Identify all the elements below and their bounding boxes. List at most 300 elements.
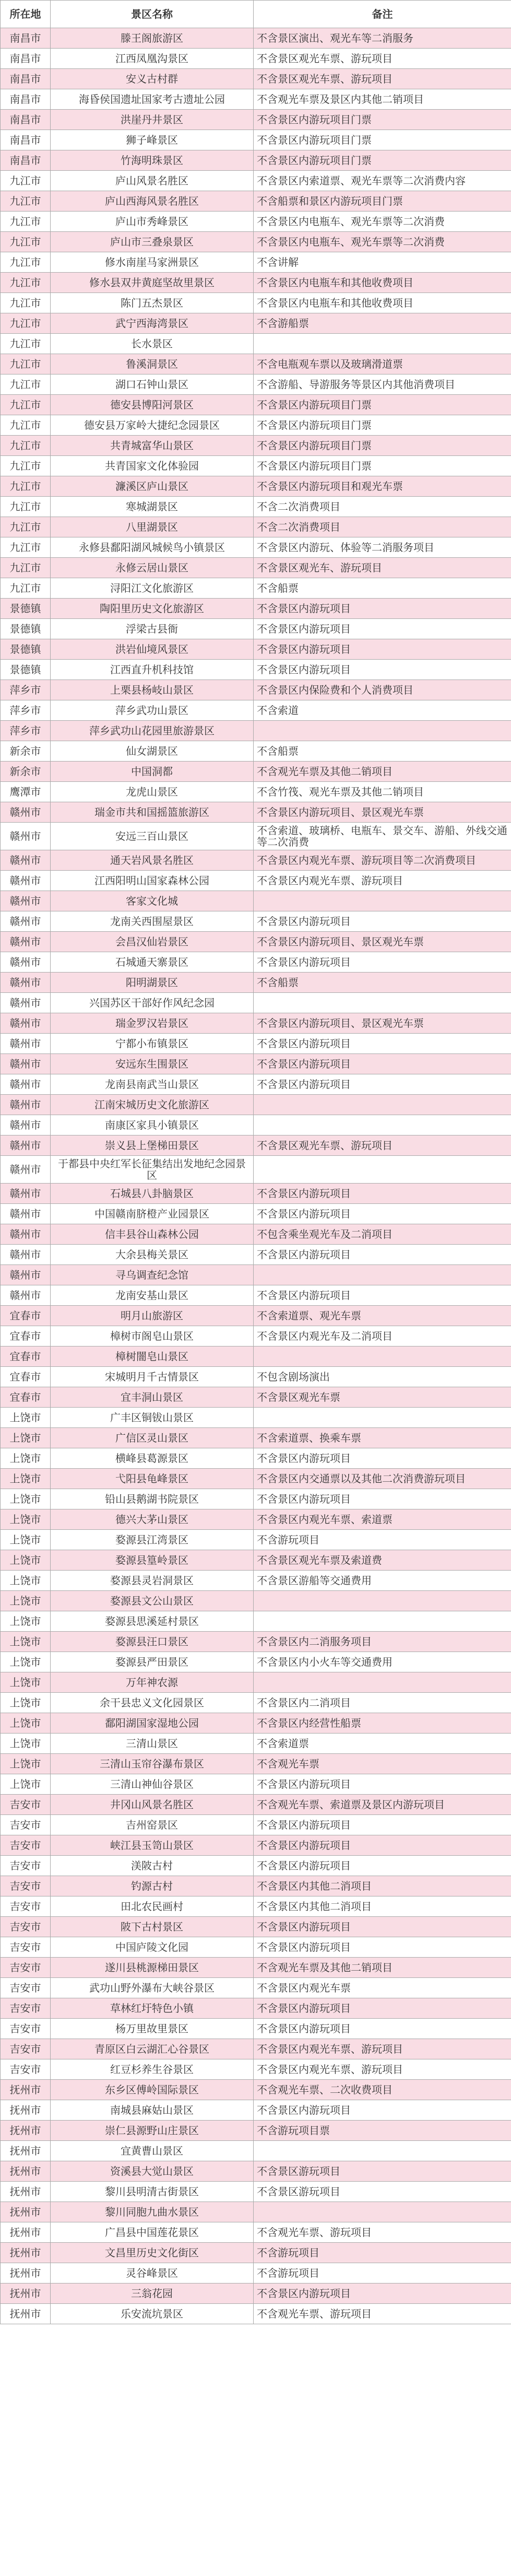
table-row: [1, 1998, 511, 2019]
cell-location: 上饶市: [1, 1774, 51, 1795]
cell-remarks: 不含讲解: [254, 252, 511, 273]
table-row: [1, 2019, 511, 2039]
cell-location: 赣州市: [1, 1184, 51, 1204]
table-row: [1, 1876, 511, 1896]
cell-remarks: 不含景区观光车票、游玩项目: [254, 1135, 511, 1156]
cell-scenic-name: 修水县双井黄庭坚故里景区: [51, 273, 254, 293]
cell-scenic-name: 吉州窑景区: [51, 1815, 254, 1835]
table-row: [1, 2284, 511, 2304]
cell-scenic-name: 东乡区傅岭国际景区: [51, 2080, 254, 2100]
cell-scenic-name: 修水南崖马家洲景区: [51, 252, 254, 273]
cell-remarks: 不含观光车票、游玩项目: [254, 2222, 511, 2243]
cell-scenic-name: 浮梁古县衙: [51, 619, 254, 639]
table-row: [1, 1754, 511, 1774]
cell-location: 赣州市: [1, 1074, 51, 1095]
cell-location: 吉安市: [1, 2039, 51, 2059]
table-row: [1, 49, 511, 69]
cell-remarks: 不含景区内二消服务项目: [254, 1632, 511, 1652]
cell-scenic-name: 寻乌调查纪念馆: [51, 1265, 254, 1285]
table-row: [1, 273, 511, 293]
cell-location: 抚州市: [1, 2080, 51, 2100]
cell-location: 九江市: [1, 456, 51, 476]
cell-location: 抚州市: [1, 2182, 51, 2202]
cell-location: 景德镇: [1, 660, 51, 680]
cell-remarks: 不包含乘坐观光车及二消项目: [254, 1224, 511, 1245]
cell-remarks: 不含观光车票、索道票及景区内游玩项目: [254, 1795, 511, 1815]
table-row: [1, 1408, 511, 1428]
cell-scenic-name: 遂川县桃源梯田景区: [51, 1958, 254, 1978]
cell-location: 赣州市: [1, 1095, 51, 1115]
cell-location: 宜春市: [1, 1306, 51, 1326]
cell-remarks: 不含景区内电瓶车、观光车票等二次消费: [254, 232, 511, 252]
cell-remarks: 不含景区游玩项目: [254, 2161, 511, 2182]
cell-location: 新余市: [1, 762, 51, 782]
cell-remarks: 不含景区内电瓶车、观光车票等二次消费: [254, 212, 511, 232]
table-row: [1, 932, 511, 952]
table-row: [1, 1346, 511, 1367]
cell-scenic-name: 广昌县中国莲花景区: [51, 2222, 254, 2243]
table-row: [1, 1184, 511, 1204]
cell-remarks: [254, 1408, 511, 1428]
cell-location: 吉安市: [1, 2019, 51, 2039]
cell-scenic-name: 草林红圩特色小镇: [51, 1998, 254, 2019]
cell-scenic-name: 中国赣南脐橙产业园景区: [51, 1204, 254, 1224]
cell-remarks: [254, 1095, 511, 1115]
cell-location: 赣州市: [1, 823, 51, 850]
cell-location: 上饶市: [1, 1611, 51, 1632]
cell-location: 赣州市: [1, 802, 51, 823]
cell-location: 上饶市: [1, 1754, 51, 1774]
table-row: [1, 850, 511, 871]
cell-scenic-name: 武宁西海湾景区: [51, 313, 254, 334]
table-row: [1, 2161, 511, 2182]
cell-location: 九江市: [1, 395, 51, 415]
cell-scenic-name: 湖口石钟山景区: [51, 374, 254, 395]
table-row: [1, 415, 511, 436]
cell-remarks: 不含观光车票、二次收费项目: [254, 2080, 511, 2100]
cell-scenic-name: 宜丰洞山景区: [51, 1387, 254, 1408]
cell-scenic-name: 田北农民画村: [51, 1896, 254, 1917]
table-row: [1, 1428, 511, 1448]
cell-scenic-name: 灵谷峰景区: [51, 2263, 254, 2284]
table-row: [1, 1978, 511, 1998]
cell-location: 南昌市: [1, 69, 51, 89]
cell-remarks: 不含船票: [254, 741, 511, 762]
table-row: [1, 497, 511, 517]
cell-remarks: [254, 993, 511, 1013]
cell-remarks: 不含景区内游玩项目、景区观光车票: [254, 802, 511, 823]
table-row: [1, 1652, 511, 1672]
cell-remarks: 不含景区内经营性船票: [254, 1713, 511, 1734]
cell-location: 南昌市: [1, 130, 51, 150]
cell-remarks: [254, 2202, 511, 2222]
cell-scenic-name: 江南宋城历史文化旅游区: [51, 1095, 254, 1115]
cell-remarks: [254, 1672, 511, 1693]
cell-scenic-name: 大余县梅关景区: [51, 1245, 254, 1265]
cell-remarks: 不含景区内游玩项目、景区观光车票: [254, 1013, 511, 1034]
cell-scenic-name: 瑞金罗汉岩景区: [51, 1013, 254, 1034]
table-row: [1, 1095, 511, 1115]
table-row: [1, 993, 511, 1013]
cell-location: 抚州市: [1, 2121, 51, 2141]
cell-location: 南昌市: [1, 89, 51, 110]
cell-scenic-name: 庐山市秀峰景区: [51, 212, 254, 232]
cell-remarks: 不含船票: [254, 578, 511, 599]
cell-remarks: 不含景区内观光车票、游玩项目: [254, 2039, 511, 2059]
cell-remarks: 不含景区内观光车票: [254, 1978, 511, 1998]
cell-remarks: 不含景区内观光车票、索道票: [254, 1509, 511, 1530]
cell-scenic-name: 南康区家具小镇景区: [51, 1115, 254, 1135]
table-row: [1, 374, 511, 395]
cell-scenic-name: 鄱阳湖国家湿地公园: [51, 1713, 254, 1734]
cell-scenic-name: 龙南安基山景区: [51, 1285, 254, 1306]
table-row: [1, 2304, 511, 2324]
cell-scenic-name: 峡江县玉笥山景区: [51, 1835, 254, 1856]
cell-location: 九江市: [1, 354, 51, 374]
cell-location: 吉安市: [1, 1998, 51, 2019]
table-row: [1, 1937, 511, 1958]
header-location: 所在地: [1, 1, 51, 28]
cell-remarks: 不含索道: [254, 700, 511, 721]
cell-scenic-name: 于都县中央红军长征集结出发地纪念园景区: [51, 1156, 254, 1184]
table-row: [1, 2100, 511, 2121]
cell-location: 南昌市: [1, 28, 51, 49]
cell-location: 九江市: [1, 232, 51, 252]
cell-scenic-name: 婺源县思溪延村景区: [51, 1611, 254, 1632]
table-row: [1, 2121, 511, 2141]
cell-remarks: 不含景区内游玩、体验等二消服务项目: [254, 537, 511, 558]
cell-scenic-name: 瑞金市共和国摇篮旅游区: [51, 802, 254, 823]
cell-location: 上饶市: [1, 1693, 51, 1713]
cell-scenic-name: 上栗县杨岐山景区: [51, 680, 254, 700]
cell-location: 上饶市: [1, 1571, 51, 1591]
cell-remarks: 不含景区内游玩项目: [254, 1917, 511, 1937]
cell-remarks: 不含索道票、观光车票: [254, 1306, 511, 1326]
cell-location: 赣州市: [1, 952, 51, 973]
table-row: [1, 1713, 511, 1734]
cell-remarks: 不含观光车票、游玩项目: [254, 2304, 511, 2324]
cell-remarks: 不含景区内游玩项目: [254, 619, 511, 639]
cell-remarks: 不含景区内游玩项目: [254, 1937, 511, 1958]
cell-remarks: 不含景区内游玩项目: [254, 952, 511, 973]
cell-location: 上饶市: [1, 1713, 51, 1734]
cell-location: 上饶市: [1, 1469, 51, 1489]
table-row: [1, 2039, 511, 2059]
cell-remarks: 不含景区内游玩项目: [254, 1835, 511, 1856]
cell-remarks: 不含游船票: [254, 313, 511, 334]
cell-scenic-name: 黎川同胞九曲水景区: [51, 2202, 254, 2222]
cell-remarks: 不含景区内游玩项目: [254, 1054, 511, 1074]
cell-location: 赣州市: [1, 932, 51, 952]
table-row: [1, 619, 511, 639]
table-row: [1, 1958, 511, 1978]
table-row: [1, 741, 511, 762]
table-row: [1, 2182, 511, 2202]
cell-location: 九江市: [1, 212, 51, 232]
cell-scenic-name: 资溪县大觉山景区: [51, 2161, 254, 2182]
cell-scenic-name: 婺源县文公山景区: [51, 1591, 254, 1611]
cell-remarks: 不含景区内观光车票、游玩项目等二次消费项目: [254, 850, 511, 871]
table-row: [1, 1856, 511, 1876]
cell-scenic-name: 三翁花园: [51, 2284, 254, 2304]
cell-location: 九江市: [1, 558, 51, 578]
cell-location: 赣州市: [1, 1054, 51, 1074]
cell-remarks: [254, 721, 511, 741]
cell-scenic-name: 中国洞都: [51, 762, 254, 782]
table-row: [1, 171, 511, 191]
cell-location: 九江市: [1, 436, 51, 456]
cell-location: 抚州市: [1, 2222, 51, 2243]
cell-scenic-name: 德安县万家岭大捷纪念园景区: [51, 415, 254, 436]
cell-scenic-name: 三清山景区: [51, 1734, 254, 1754]
cell-location: 吉安市: [1, 1795, 51, 1815]
cell-scenic-name: 宁都小布镇景区: [51, 1034, 254, 1054]
cell-location: 上饶市: [1, 1448, 51, 1469]
cell-remarks: 不含二次消费项目: [254, 517, 511, 537]
cell-location: 九江市: [1, 517, 51, 537]
table-row: [1, 871, 511, 891]
cell-location: 赣州市: [1, 1204, 51, 1224]
cell-remarks: 不含景区游玩项目: [254, 2182, 511, 2202]
cell-remarks: [254, 1591, 511, 1611]
table-row: [1, 680, 511, 700]
cell-location: 赣州市: [1, 1115, 51, 1135]
cell-remarks: 不含景区内游玩项目、景区观光车票: [254, 932, 511, 952]
cell-location: 抚州市: [1, 2263, 51, 2284]
table-row: [1, 1054, 511, 1074]
cell-location: 九江市: [1, 293, 51, 313]
cell-location: 赣州市: [1, 911, 51, 932]
table-row: [1, 1591, 511, 1611]
table-row: [1, 1611, 511, 1632]
cell-remarks: 不含景区内观光车票、游玩项目: [254, 871, 511, 891]
cell-remarks: 不含景区内游玩项目: [254, 1074, 511, 1095]
table-row: [1, 456, 511, 476]
cell-remarks: 不含景区内交通票以及其他二次消费游玩项目: [254, 1469, 511, 1489]
cell-location: 赣州市: [1, 993, 51, 1013]
cell-remarks: 不含景区内游玩项目: [254, 1774, 511, 1795]
cell-remarks: 不含景区内其他二消项目: [254, 1876, 511, 1896]
table-row: [1, 436, 511, 456]
table-row: [1, 293, 511, 313]
table-row: [1, 69, 511, 89]
cell-location: 鹰潭市: [1, 782, 51, 802]
table-row: [1, 660, 511, 680]
cell-scenic-name: 陶阳里历史文化旅游区: [51, 599, 254, 619]
cell-remarks: 不含景区观光车票、游玩项目: [254, 69, 511, 89]
cell-remarks: 不含景区内二消项目: [254, 1693, 511, 1713]
cell-location: 九江市: [1, 252, 51, 273]
cell-scenic-name: 江西阳明山国家森林公园: [51, 871, 254, 891]
cell-location: 上饶市: [1, 1530, 51, 1550]
table-row: [1, 1448, 511, 1469]
cell-location: 抚州市: [1, 2100, 51, 2121]
cell-scenic-name: 洪岩仙境风景区: [51, 639, 254, 660]
cell-scenic-name: 红豆杉养生谷景区: [51, 2059, 254, 2080]
table-row: [1, 1530, 511, 1550]
cell-remarks: 不含景区观光车票及索道费: [254, 1550, 511, 1571]
table-header-row: [1, 1, 511, 28]
cell-remarks: [254, 1156, 511, 1184]
cell-location: 赣州市: [1, 871, 51, 891]
cell-location: 宜春市: [1, 1367, 51, 1387]
cell-scenic-name: 横峰县葛源景区: [51, 1448, 254, 1469]
cell-remarks: 不含游玩项目: [254, 2263, 511, 2284]
cell-location: 吉安市: [1, 1917, 51, 1937]
cell-location: 赣州市: [1, 1013, 51, 1034]
table-row: [1, 89, 511, 110]
cell-location: 抚州市: [1, 2243, 51, 2263]
table-row: [1, 2141, 511, 2161]
cell-scenic-name: 仙女湖景区: [51, 741, 254, 762]
table-row: [1, 1734, 511, 1754]
table-row: [1, 1693, 511, 1713]
cell-scenic-name: 竹海明珠景区: [51, 150, 254, 171]
cell-scenic-name: 安远东生围景区: [51, 1054, 254, 1074]
cell-scenic-name: 文昌里历史文化街区: [51, 2243, 254, 2263]
table-row: [1, 232, 511, 252]
cell-location: 上饶市: [1, 1734, 51, 1754]
cell-location: 上饶市: [1, 1509, 51, 1530]
cell-location: 赣州市: [1, 1156, 51, 1184]
cell-remarks: 不含景区内游玩项目: [254, 1856, 511, 1876]
cell-location: 赣州市: [1, 1135, 51, 1156]
cell-location: 九江市: [1, 334, 51, 354]
cell-scenic-name: 会昌汉仙岩景区: [51, 932, 254, 952]
cell-scenic-name: 安远三百山景区: [51, 823, 254, 850]
cell-remarks: 不含观光车票及其他二销项目: [254, 1958, 511, 1978]
cell-scenic-name: 杨万里故里景区: [51, 2019, 254, 2039]
cell-scenic-name: 江西直升机科技馆: [51, 660, 254, 680]
cell-location: 九江市: [1, 374, 51, 395]
cell-remarks: 不含游玩项目: [254, 2243, 511, 2263]
cell-scenic-name: 滕王阁旅游区: [51, 28, 254, 49]
cell-scenic-name: 婺源县严田景区: [51, 1652, 254, 1672]
cell-remarks: 不含景区内游玩项目: [254, 599, 511, 619]
cell-scenic-name: 婺源县灵岩洞景区: [51, 1571, 254, 1591]
cell-remarks: 不含景区内游玩项目: [254, 639, 511, 660]
table-row: [1, 476, 511, 497]
cell-location: 赣州市: [1, 1034, 51, 1054]
cell-remarks: 不含景区观光车、游玩项目: [254, 558, 511, 578]
cell-scenic-name: 余干县忠义文化园景区: [51, 1693, 254, 1713]
table-row: [1, 28, 511, 49]
cell-remarks: 不含景区内游玩项目门票: [254, 436, 511, 456]
cell-scenic-name: 乐安流坑景区: [51, 2304, 254, 2324]
cell-scenic-name: 石城县八卦脑景区: [51, 1184, 254, 1204]
cell-scenic-name: 浔阳江文化旅游区: [51, 578, 254, 599]
cell-location: 抚州市: [1, 2284, 51, 2304]
cell-remarks: [254, 891, 511, 911]
cell-location: 九江市: [1, 191, 51, 212]
cell-remarks: 不含景区内电瓶车和其他收费项目: [254, 273, 511, 293]
cell-location: 吉安市: [1, 1937, 51, 1958]
cell-remarks: [254, 1346, 511, 1367]
cell-remarks: 不含景区内索道票、观光车票等二次消费内容: [254, 171, 511, 191]
table-row: [1, 1672, 511, 1693]
cell-scenic-name: 安义古村群: [51, 69, 254, 89]
cell-remarks: 不含景区内电瓶车和其他收费项目: [254, 293, 511, 313]
cell-remarks: 不含景区内游玩项目: [254, 1184, 511, 1204]
cell-scenic-name: 婺源县江湾景区: [51, 1530, 254, 1550]
cell-remarks: 不含景区内游玩项目: [254, 911, 511, 932]
table-row: [1, 1509, 511, 1530]
table-row: [1, 1034, 511, 1054]
table-row: [1, 191, 511, 212]
cell-location: 赣州市: [1, 1224, 51, 1245]
cell-scenic-name: 萍乡武功山景区: [51, 700, 254, 721]
table-row: [1, 1204, 511, 1224]
cell-scenic-name: 江西凤凰沟景区: [51, 49, 254, 69]
table-row: [1, 1469, 511, 1489]
cell-location: 赣州市: [1, 1285, 51, 1306]
cell-remarks: 不含景区内游玩项目: [254, 1448, 511, 1469]
cell-location: 九江市: [1, 273, 51, 293]
cell-scenic-name: 广信区灵山景区: [51, 1428, 254, 1448]
cell-location: 吉安市: [1, 1876, 51, 1896]
table-row: [1, 150, 511, 171]
cell-location: 抚州市: [1, 2202, 51, 2222]
cell-remarks: 不含景区内游玩项目: [254, 2284, 511, 2304]
table-row: [1, 2222, 511, 2243]
cell-location: 赣州市: [1, 1265, 51, 1285]
cell-location: 宜春市: [1, 1387, 51, 1408]
cell-location: 抚州市: [1, 2141, 51, 2161]
header-scenic-name: 景区名称: [51, 1, 254, 28]
cell-location: 吉安市: [1, 1978, 51, 1998]
cell-remarks: 不含景区演出、观光车等二消服务: [254, 28, 511, 49]
table-row: [1, 1835, 511, 1856]
table-row: [1, 891, 511, 911]
table-row: [1, 782, 511, 802]
cell-scenic-name: 永修云居山景区: [51, 558, 254, 578]
cell-remarks: 不含景区内保险费和个人消费项目: [254, 680, 511, 700]
table-row: [1, 1774, 511, 1795]
cell-remarks: 不含索道票、换乘车票: [254, 1428, 511, 1448]
table-row: [1, 1013, 511, 1034]
cell-location: 吉安市: [1, 2059, 51, 2080]
cell-remarks: 不含游玩项目: [254, 1530, 511, 1550]
cell-scenic-name: 濂溪区庐山景区: [51, 476, 254, 497]
cell-location: 宜春市: [1, 1326, 51, 1346]
cell-location: 九江市: [1, 537, 51, 558]
cell-remarks: 不含景区游船等交通费用: [254, 1571, 511, 1591]
cell-scenic-name: 崇义县上堡梯田景区: [51, 1135, 254, 1156]
cell-scenic-name: 共青城富华山景区: [51, 436, 254, 456]
cell-location: 吉安市: [1, 1958, 51, 1978]
table-row: [1, 2080, 511, 2100]
cell-remarks: 不含景区内游玩项目: [254, 1998, 511, 2019]
cell-remarks: 不含景区内游玩项目: [254, 1245, 511, 1265]
cell-scenic-name: 永修县鄱阳湖风城候鸟小镇景区: [51, 537, 254, 558]
cell-scenic-name: 长水景区: [51, 334, 254, 354]
cell-remarks: 不含景区内小火车等交通费用: [254, 1652, 511, 1672]
cell-remarks: 不含船票: [254, 973, 511, 993]
cell-location: 九江市: [1, 497, 51, 517]
table-row: [1, 1489, 511, 1509]
table-row: [1, 1245, 511, 1265]
table-row: [1, 558, 511, 578]
table-row: [1, 1815, 511, 1835]
cell-scenic-name: 龙虎山景区: [51, 782, 254, 802]
table-row: [1, 110, 511, 130]
table-row: [1, 1306, 511, 1326]
cell-remarks: 不含船票和景区内游玩项目门票: [254, 191, 511, 212]
cell-remarks: 不含景区内游玩项目门票: [254, 415, 511, 436]
cell-remarks: 不含索道、玻璃桥、电瓶车、景交车、游船、外线交通等二次消费: [254, 823, 511, 850]
table-row: [1, 2243, 511, 2263]
table-row: [1, 1265, 511, 1285]
